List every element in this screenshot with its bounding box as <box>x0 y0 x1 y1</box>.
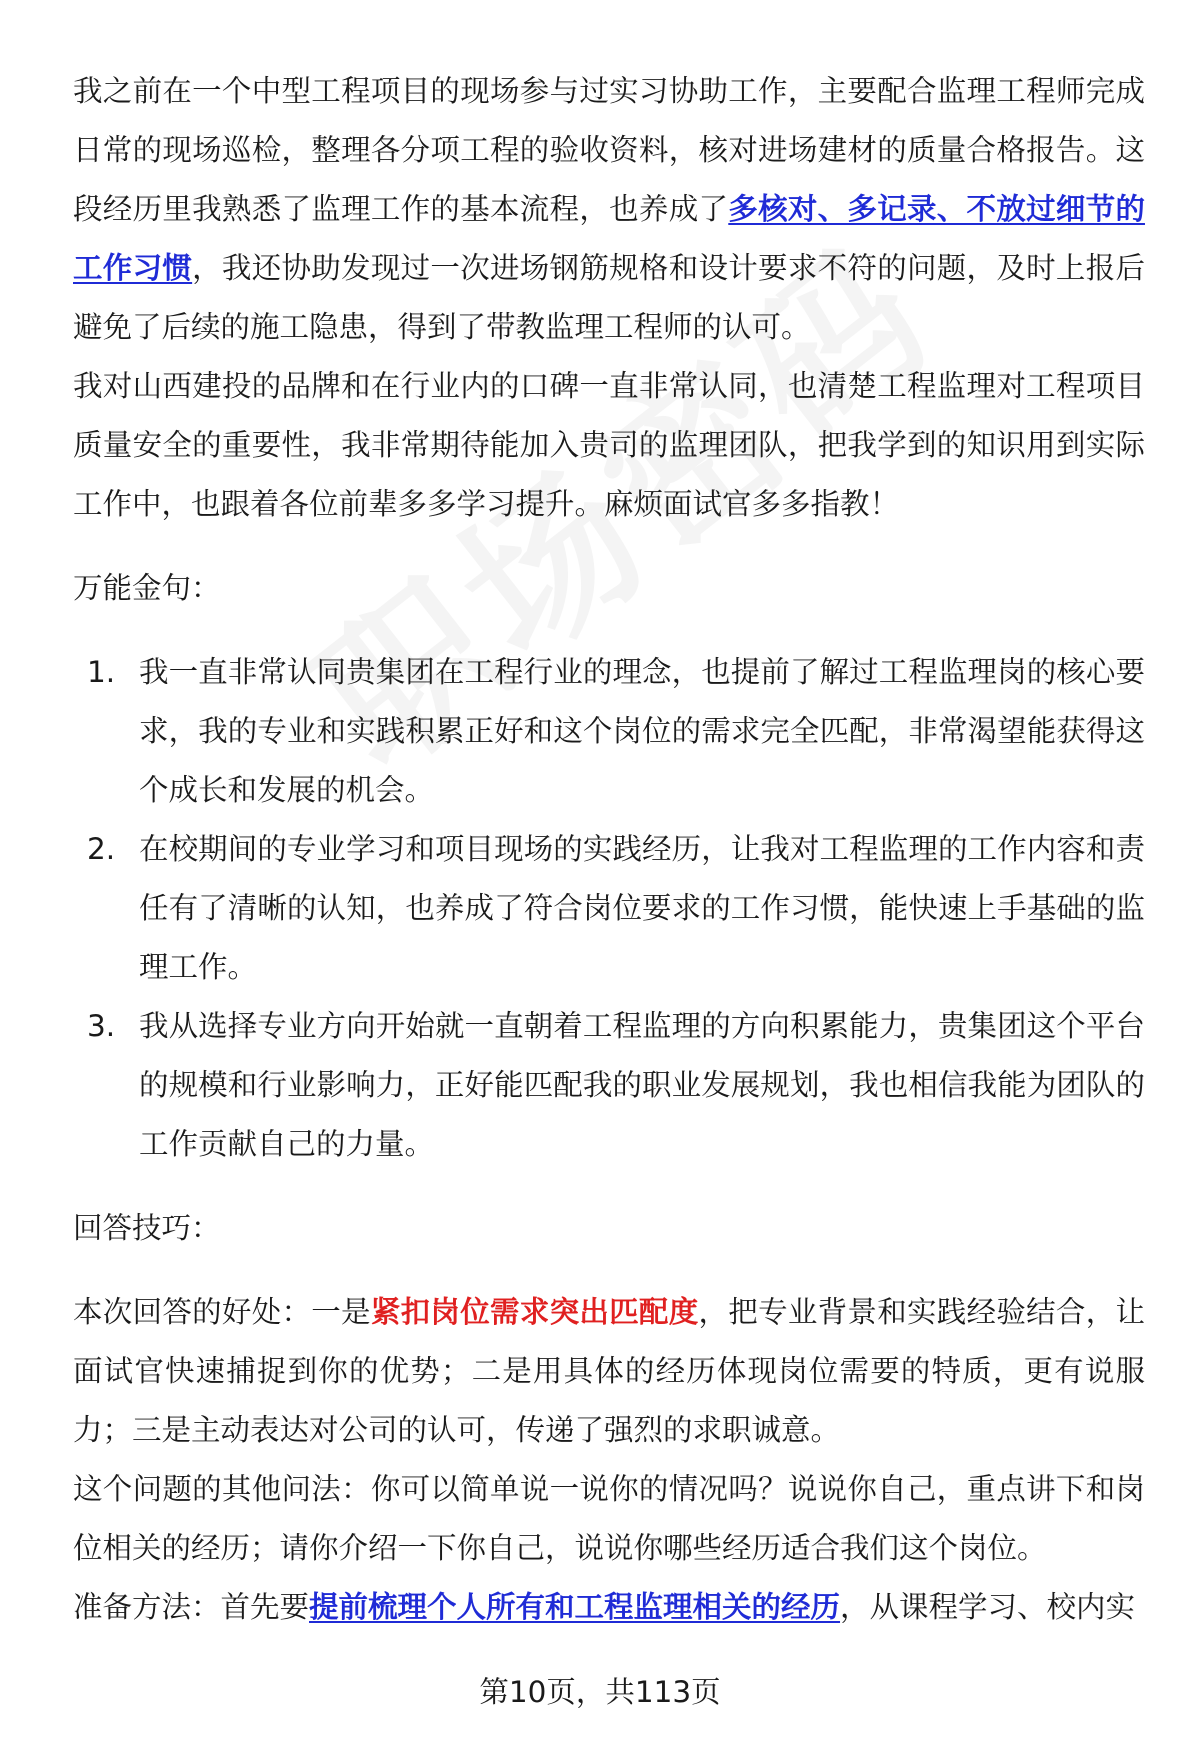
list-number: 1. <box>87 655 116 689</box>
tips-other-questions-paragraph: 这个问题的其他问法：你可以简单说一说你的情况吗？说说你自己，重点讲下和岗位相关的经历；请你介绍一下你自己，说说你哪些经历适合我们这个岗位。 <box>73 1472 1145 1565</box>
intro-paragraph-experience <box>73 62 1145 357</box>
list-item <box>73 643 1145 820</box>
highlight-work-habit: 多核对、多记录、不放过细节的工作习惯 <box>73 192 1145 285</box>
golden-sentences-list <box>73 643 1145 1174</box>
list-item <box>73 820 1145 997</box>
list-item-text: 在校期间的专业学习和项目现场的实践经历，让我对工程监理的工作内容和责任有了清晰的认知，也养成了符合岗位要求的工作习惯，能快速上手基础的监理工作。 <box>139 832 1145 984</box>
intro-paragraph-company: 我对山西建投的品牌和在行业内的口碑一直非常认同，也清楚工程监理对工程项目质量安全的重要性，我非常期待能加入贵司的监理团队，把我学到的知识用到实际工作中，也跟着各位前辈多多学习提升。麻烦面试官多多指教！ <box>73 369 1145 521</box>
list-item <box>73 997 1145 1174</box>
tips-benefit-paragraph <box>73 1283 1145 1460</box>
text-span: ，从课程学习、校内实 <box>840 1590 1136 1624</box>
text-span: 我之前在一个中型工程项目的现场参与过实习协助工作，主要配合监理工程师完成日常的现场巡检，整理各分项工程的验收资料，核对进场建材的质量合格报告。这段经历里我熟悉了监理工作的基本流程，也养成了 <box>73 74 1145 226</box>
text-span: 本次回答的好处：一是 <box>73 1295 371 1329</box>
list-number: 3. <box>87 1009 116 1043</box>
list-number: 2. <box>87 832 116 866</box>
golden-sentences-title: 万能金句： <box>73 571 221 605</box>
text-span: ，把专业背景和实践经验结合，让面试官快速捕捉到你的优势；二是用具体的经历体现岗位需要的特质，更有说服力；三是主动表达对公司的认可，传递了强烈的求职诚意。 <box>73 1295 1145 1447</box>
highlight-prep: 提前梳理个人所有和工程监理相关的经历 <box>309 1590 841 1624</box>
answer-tips-title: 回答技巧： <box>73 1211 221 1245</box>
text-span: 准备方法：首先要 <box>73 1590 310 1624</box>
document-page <box>73 62 1145 1637</box>
text-span: ，我还协助发现过一次进场钢筋规格和设计要求不符的问题，及时上报后避免了后续的施工隐患，得到了带教监理工程师的认可。 <box>73 251 1145 344</box>
list-item-text: 我一直非常认同贵集团在工程行业的理念，也提前了解过工程监理岗的核心要求，我的专业和实践积累正好和这个岗位的需求完全匹配，非常渴望能获得这个成长和发展的机会。 <box>139 655 1145 807</box>
page-footer: 第10页，共113页 <box>479 1675 721 1709</box>
tips-preparation-paragraph <box>73 1578 1145 1637</box>
highlight-match: 紧扣岗位需求突出匹配度 <box>370 1295 699 1329</box>
list-item-text: 我从选择专业方向开始就一直朝着工程监理的方向积累能力，贵集团这个平台的规模和行业影响力，正好能匹配我的职业发展规划，我也相信我能为团队的工作贡献自己的力量。 <box>139 1009 1145 1161</box>
